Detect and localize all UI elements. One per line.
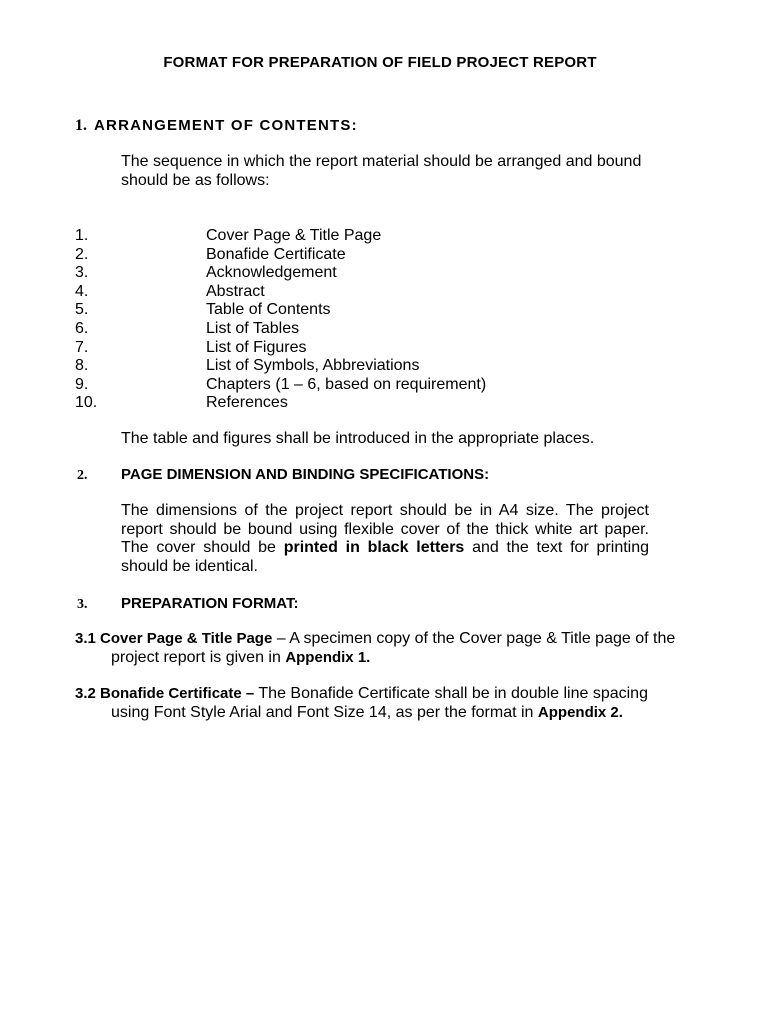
list-item-number: 6.: [75, 319, 89, 337]
appendix-1-reference: Appendix 1.: [285, 648, 371, 666]
subsection-3-2-label: 3.2 Bonafide Certificate –: [75, 685, 255, 702]
subsection-3-1-line2: [75, 649, 685, 668]
list-item-number: 8.: [75, 357, 89, 375]
section-3-heading: PREPARATION FORMAT:: [121, 595, 299, 612]
subsection-3-1-text-line2: project report is given in: [111, 648, 281, 666]
section-2-text-after: and the text for printing should be identical.: [121, 539, 650, 575]
list-item-number: 10.: [75, 394, 98, 412]
section-2-heading: PAGE DIMENSION AND BINDING SPECIFICATIONS:: [121, 466, 490, 483]
list-item-label: References: [206, 394, 288, 412]
section-1-note: The table and figures shall be introduced in the appropriate places.: [121, 430, 595, 447]
list-item-number: 9.: [75, 375, 89, 393]
list-item: [75, 301, 675, 320]
list-item: [75, 376, 675, 395]
subsection-3-2-text-line2: using Font Style Arial and Font Size 14, as per the format in: [111, 703, 534, 721]
list-item: [75, 339, 675, 358]
appendix-2-reference: Appendix 2.: [537, 703, 623, 721]
list-item: [75, 357, 675, 376]
list-item: [75, 394, 675, 413]
subsection-3-2-line2: [75, 704, 685, 723]
list-item-number: 3.: [75, 264, 89, 282]
subsection-3-1-label: 3.1 Cover Page & Title Page: [75, 630, 273, 647]
subsection-3-2: [75, 685, 685, 722]
subsection-3-1-text-line1: – A specimen copy of the Cover page & Title page of the: [272, 630, 676, 647]
section-1-number: 1.: [75, 117, 87, 134]
document-title: FORMAT FOR PREPARATION OF FIELD PROJECT REPORT: [163, 54, 597, 71]
section-1-intro: The sequence in which the report material should be arranged and bound should be as follows:: [121, 153, 642, 189]
list-item-number: 5.: [75, 301, 89, 319]
list-item: [75, 246, 675, 265]
subsection-3-2-text-line1: The Bonafide Certificate shall be in double line spacing: [254, 685, 648, 702]
section-1-heading: ARRANGEMENT OF CONTENTS:: [94, 117, 358, 134]
list-item-label: List of Figures: [206, 338, 307, 356]
contents-list: [75, 227, 675, 413]
list-item-label: Cover Page & Title Page: [206, 227, 382, 244]
list-item-label: Abstract: [206, 282, 265, 300]
section-2-number: 2.: [77, 468, 88, 483]
list-item-label: Chapters (1 – 6, based on requirement): [206, 375, 487, 393]
list-item-number: 4.: [75, 282, 89, 300]
list-item-number: 2.: [75, 245, 89, 263]
section-2-text-before: The dimensions of the project report should be in A4 size. The project report should be bound using flexible cover of the thick white art paper. The cover should be: [121, 502, 649, 556]
list-item-label: List of Tables: [206, 319, 300, 337]
section-3-number: 3.: [77, 597, 88, 612]
section-2-paragraph: [121, 502, 649, 576]
list-item: [75, 227, 675, 246]
section-2-text-bold: printed in black letters: [283, 539, 465, 556]
list-item: [75, 264, 675, 283]
list-item-number: 7.: [75, 338, 89, 356]
list-item-number: 1.: [75, 227, 89, 244]
subsection-3-1: [75, 630, 685, 667]
list-item: [75, 283, 675, 302]
list-item-label: Acknowledgement: [206, 264, 337, 282]
list-item: [75, 320, 675, 339]
list-item-label: Table of Contents: [206, 301, 331, 319]
list-item-label: Bonafide Certificate: [206, 245, 346, 263]
list-item-label: List of Symbols, Abbreviations: [206, 357, 420, 375]
